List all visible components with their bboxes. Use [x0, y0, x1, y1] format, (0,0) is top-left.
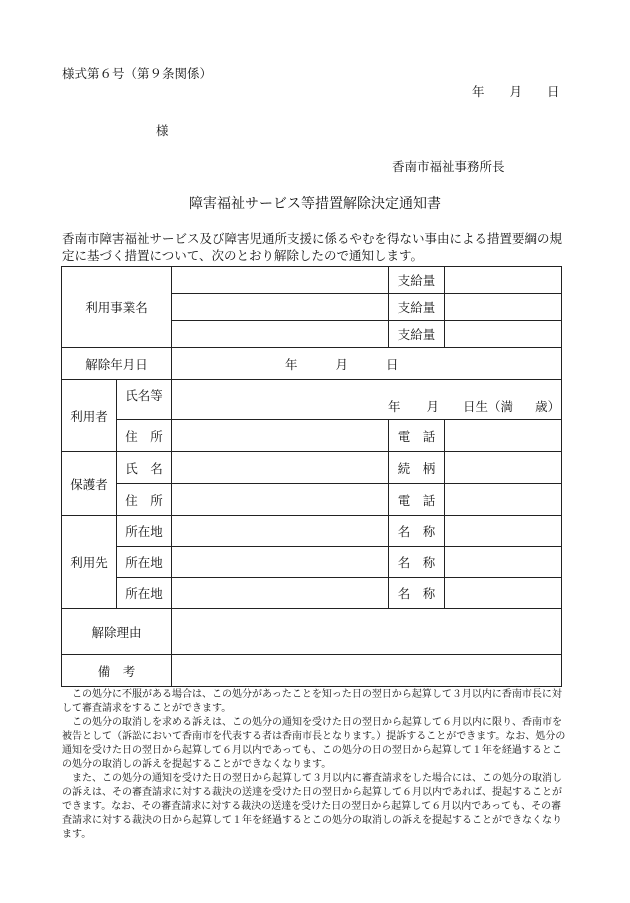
- birth-date-line: [388, 397, 560, 415]
- issuer: 香南市福祉事務所長: [392, 159, 505, 174]
- provider-location-2[interactable]: [172, 547, 389, 578]
- guardian-name-label: 氏 名: [117, 452, 172, 484]
- provider-location-label-2: 所在地: [117, 547, 172, 578]
- user-address-field[interactable]: [172, 420, 389, 452]
- remarks-label: 備 考: [62, 655, 172, 687]
- remarks-field[interactable]: [172, 655, 562, 687]
- note-paragraph-1: この処分に不服がある場合は、この処分があったことを知った日の翌日から起算して３月以内に香南市長に対して審査請求をすることができます。: [62, 689, 562, 714]
- note-paragraph-2: この処分の取消しを求める訴えは、この処分の通知を受けた日の翌日から起算して６月以内に限り、香南市を被告として（訴訟において香南市を代表する者は香南市長となります。）提訴することができます。なお、処分の通知を受けた日の翌日から起算して６月以内であっても、この処分の日の翌日から起算して１年を経過するとこの処分の取消しの訴えを提起することができなくなります。: [62, 717, 566, 770]
- provider-name-label-2: 名 称: [389, 547, 445, 578]
- birth-month: 月: [426, 399, 440, 414]
- issue-date-day: 日: [547, 84, 560, 99]
- guardian-address-field[interactable]: [172, 484, 389, 516]
- issue-date-month: 月: [509, 84, 523, 99]
- form-number: 様式第６号（第９条関係）: [62, 66, 213, 81]
- supply-label-3: 支給量: [389, 321, 445, 348]
- guardian-address-label: 住 所: [117, 484, 172, 516]
- provider-name-label-3: 名 称: [389, 578, 445, 609]
- service-name-label: 利用事業名: [62, 267, 172, 348]
- provider-location-3[interactable]: [172, 578, 389, 609]
- user-label: 利用者: [62, 380, 117, 452]
- supply-value-1[interactable]: [445, 267, 562, 294]
- provider-location-1[interactable]: [172, 516, 389, 547]
- reason-label: 解除理由: [62, 609, 172, 655]
- note-paragraph-3: また、この処分の通知を受けた日の翌日から起算して３月以内に審査請求をした場合には、この処分の取消しの訴えは、その審査請求に対する裁決の送達を受けた日の翌日から起算して６月以内であれば、提起することができます。なお、その審査請求に対する裁決の送達を受けた日の翌日から起算して６月以内であっても、その審査請求に対する裁決の日から起算して１年を経過するとこの処分の取消しの訴えを提起することができなくなります。: [62, 773, 562, 840]
- cancel-date-year: 年: [285, 356, 298, 372]
- guardian-name-field[interactable]: [172, 452, 389, 484]
- cancel-date-field[interactable]: [172, 348, 562, 380]
- cancel-date-day: 日: [386, 356, 399, 372]
- notice-table: [61, 266, 562, 687]
- user-phone-label: 電 話: [389, 420, 445, 452]
- relation-field[interactable]: [445, 452, 562, 484]
- provider-name-1[interactable]: [445, 516, 562, 547]
- supply-value-3[interactable]: [445, 321, 562, 348]
- user-address-label: 住 所: [117, 420, 172, 452]
- appeal-notes: [62, 688, 570, 842]
- relation-label: 続 柄: [389, 452, 445, 484]
- service-name-3[interactable]: [172, 321, 389, 348]
- birth-year: 年: [388, 399, 401, 414]
- provider-location-label-3: 所在地: [117, 578, 172, 609]
- provider-label: 利用先: [62, 516, 117, 609]
- user-name-field[interactable]: [172, 380, 562, 420]
- age-suffix: 歳）: [535, 399, 561, 414]
- supply-label-1: 支給量: [389, 267, 445, 294]
- supply-label-2: 支給量: [389, 294, 445, 321]
- service-name-2[interactable]: [172, 294, 389, 321]
- issue-date-year: 年: [472, 84, 485, 99]
- guardian-label: 保護者: [62, 452, 117, 516]
- provider-name-label-1: 名 称: [389, 516, 445, 547]
- provider-name-3[interactable]: [445, 578, 562, 609]
- provider-name-2[interactable]: [445, 547, 562, 578]
- provider-location-label-1: 所在地: [117, 516, 172, 547]
- document-title: 障害福祉サービス等措置解除決定通知書: [189, 196, 441, 212]
- guardian-phone-label: 電 話: [389, 484, 445, 516]
- cancel-date-month: 月: [335, 356, 349, 372]
- cancel-date-label: 解除年月日: [62, 348, 172, 380]
- supply-value-2[interactable]: [445, 294, 562, 321]
- issue-date: [472, 82, 560, 100]
- birth-suffix: 日生（満: [463, 399, 514, 414]
- user-name-label: 氏名等: [117, 380, 172, 420]
- reason-field[interactable]: [172, 609, 562, 655]
- guardian-phone-field[interactable]: [445, 484, 562, 516]
- intro-text: 香南市障害福祉サービス及び障害児通所支援に係るやむを得ない事由による措置要綱の規定に基づく措置について、次のとおり解除したので通知します。: [62, 231, 563, 263]
- addressee-suffix: 様: [156, 123, 169, 138]
- user-phone-field[interactable]: [445, 420, 562, 452]
- service-name-1[interactable]: [172, 267, 389, 294]
